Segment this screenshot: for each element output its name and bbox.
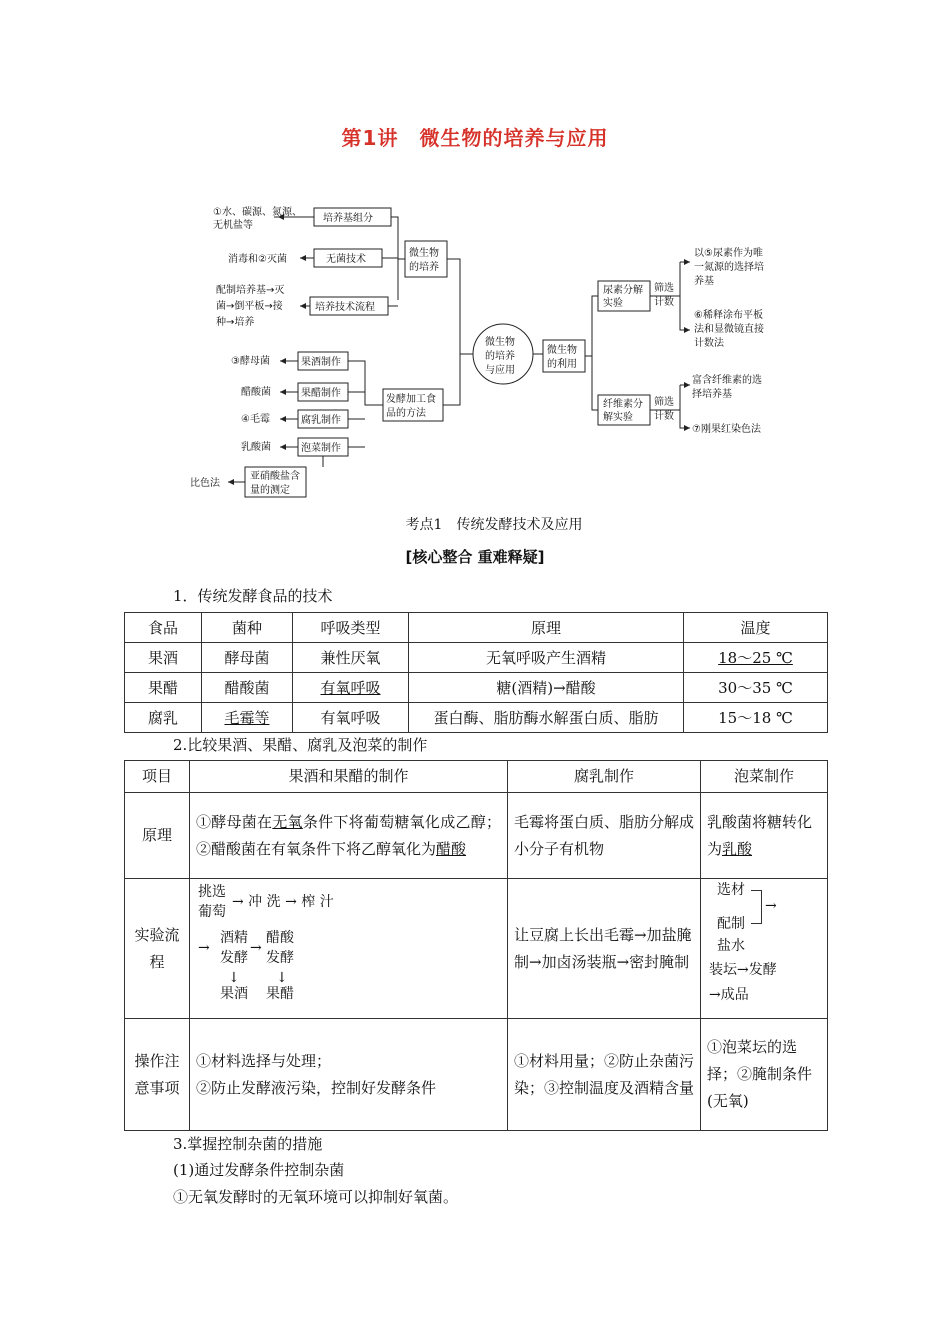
ferment-1: 发酵加工食	[386, 394, 436, 405]
microbe-3: ④毛霉	[241, 414, 270, 425]
screen-u1: 筛选	[654, 283, 674, 294]
microbe-2: 醋酸菌	[241, 387, 271, 398]
u1-3: 养基	[694, 276, 714, 287]
urea-2: 实验	[603, 298, 623, 309]
screen-c2: 计数	[654, 411, 674, 422]
c1-2: 择培养基	[692, 389, 732, 400]
wine-vinegar-flow: 挑选 葡萄 → 冲 洗 → 榨 汁 → 酒精 发酵 → 醋酸 发酵 ↓ ↓ 果酒 果醋	[198, 883, 334, 1002]
ferment-2: 品的方法	[386, 408, 426, 419]
culture-1: 微生物	[409, 248, 439, 259]
m2: 消毒和②灭菌	[228, 254, 287, 265]
table-fermented-foods	[124, 612, 828, 733]
section-3-heading: 3.掌握控制杂菌的措施	[173, 1135, 323, 1153]
table-row: 操作注 意事项 ①材料选择与处理； ②防止发酵液污染，控制好发酵条件 ①材料用量；②防止杂菌污染；③控制温度及酒精含量 ①泡菜坛的选择；②腌制条件(无氧)	[125, 1019, 828, 1131]
banner-heading: [核心整合 重难释疑]	[405, 548, 545, 566]
m3-line1: 配制培养基→灭	[216, 285, 285, 296]
m1-line2: 无机盐等	[213, 220, 253, 231]
table-row: 实验流 程 挑选 葡萄 → 冲 洗 → 榨 汁 → 酒精 发酵 → 醋酸 发酵 ↓ ↓ 果酒 果醋 让豆腐上长出毛霉→加盐腌制→加卤汤装瓶→密封腌制 选材 → 配制 盐水 装坛→发酵 →成品	[125, 879, 828, 1019]
cellulose-1: 纤维素分	[603, 399, 643, 410]
use-1: 微生物	[547, 345, 577, 356]
table-header-row: 项目 果酒和果醋的制作 腐乳制作 泡菜制作	[125, 761, 828, 793]
u1-2: 一氮源的选择培	[694, 262, 764, 273]
c1-1: 富含纤维素的选	[692, 375, 762, 386]
kaodian-heading: 考点1 传统发酵技术及应用	[405, 517, 583, 533]
center-1: 微生物	[485, 337, 515, 348]
procedure: 培养技术流程	[315, 302, 375, 313]
m1-line1: ①水、碳源、氮源、	[213, 207, 302, 218]
table-row: 果醋 醋酸菌 有氧呼吸 糖(酒精)→醋酸 30～35 ℃	[125, 673, 828, 703]
section-3-text: ①无氧发酵时的无氧环境可以抑制好氧菌。	[173, 1188, 459, 1206]
microbe-1: ③酵母菌	[231, 356, 270, 367]
page-title: 第1讲 微生物的培养与应用	[341, 126, 609, 150]
aseptic: 无菌技术	[326, 254, 366, 265]
cellulose-2: 解实验	[603, 412, 633, 423]
colorimetric: 比色法	[190, 478, 220, 489]
food-2: 果醋制作	[301, 388, 341, 399]
m3-line3: 种→培养	[216, 317, 255, 328]
table-comparison	[124, 760, 828, 1131]
urea-1: 尿素分解	[603, 285, 643, 296]
screen-u2: 计数	[654, 297, 674, 308]
section-2-heading: 2.比较果酒、果醋、腐乳及泡菜的制作	[173, 736, 428, 754]
nitrite-2: 量的测定	[250, 485, 290, 496]
use-2: 的利用	[547, 359, 577, 370]
section-1-heading: 1．传统发酵食品的技术	[173, 587, 333, 605]
u2-2: 法和显微镜直接	[694, 324, 764, 335]
screen-c1: 筛选	[654, 397, 674, 408]
center-2: 的培养	[485, 351, 515, 362]
culture-2: 的培养	[409, 262, 439, 273]
medium-comp: 培养基组分	[323, 213, 373, 224]
m3-line2: 菌→倒平板→接	[216, 301, 283, 312]
table-row: 腐乳 毛霉等 有氧呼吸 蛋白酶、脂肪酶水解蛋白质、脂肪 15～18 ℃	[125, 703, 828, 733]
table-header-row: 食品 菌种 呼吸类型 原理 温度	[125, 613, 828, 643]
u2-1: ⑥稀释涂布平板	[694, 310, 763, 321]
microbe-4: 乳酸菌	[241, 442, 271, 453]
center-3: 与应用	[485, 365, 515, 376]
pickle-flow: 选材 → 配制 盐水 装坛→发酵 →成品	[709, 881, 777, 1003]
concept-map	[0, 0, 950, 505]
u2-3: 计数法	[694, 338, 724, 349]
food-3: 腐乳制作	[301, 415, 341, 426]
food-1: 果酒制作	[301, 357, 341, 368]
c2: ⑦刚果红染色法	[692, 424, 761, 435]
table-row: 果酒 酵母菌 兼性厌氧 无氧呼吸产生酒精 18～25 ℃	[125, 643, 828, 673]
nitrite-1: 亚硝酸盐含	[250, 471, 300, 482]
u1-1: 以⑤尿素作为唯	[694, 248, 763, 259]
food-4: 泡菜制作	[301, 443, 341, 454]
table-row: 原理 ①酵母菌在无氧条件下将葡萄糖氧化成乙醇；②醋酸菌在有氧条件下将乙醇氧化为醋酸 毛霉将蛋白质、脂肪分解成小分子有机物 乳酸菌将糖转化为乳酸	[125, 793, 828, 879]
section-3-sub: (1)通过发酵条件控制杂菌	[173, 1161, 345, 1179]
